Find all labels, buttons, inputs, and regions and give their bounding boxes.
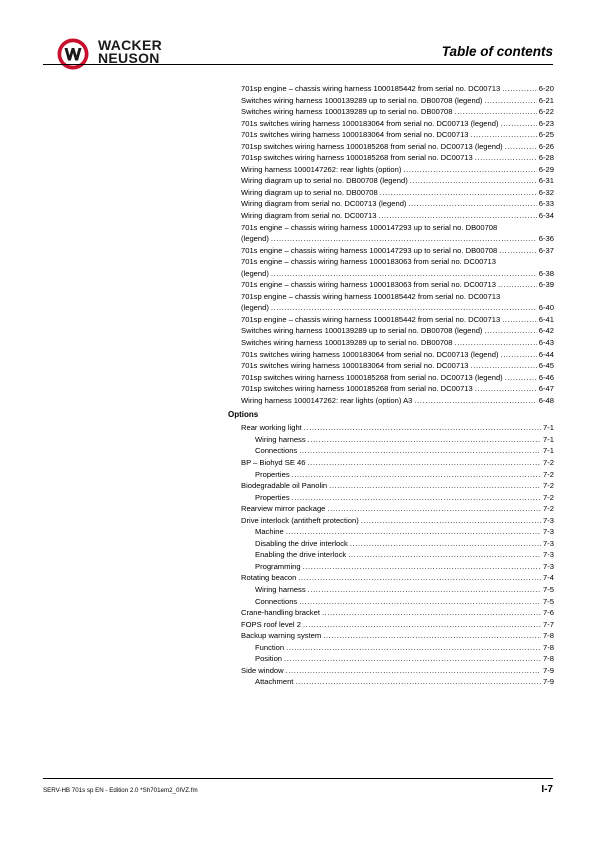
- toc-entry[interactable]: [228, 325, 554, 337]
- toc-entry-page: 7-5: [543, 584, 554, 594]
- toc-entry-title: Drive interlock (antitheft protection): [241, 515, 359, 525]
- toc-entry-page: 6-43: [538, 338, 554, 348]
- toc-entry[interactable]: [228, 337, 554, 349]
- toc-entry-title: Attachment: [255, 677, 294, 687]
- toc-entry-title: 701s switches wiring harness 1000183064 from serial no. DC00713: [241, 130, 469, 140]
- toc-entry[interactable]: [228, 596, 554, 608]
- toc-entry[interactable]: [228, 314, 554, 326]
- toc-entry-page: 7-9: [543, 677, 554, 687]
- toc-entry-page: 7-8: [543, 631, 554, 641]
- toc-dot-leader: [348, 549, 541, 561]
- toc-entry[interactable]: [228, 395, 554, 407]
- toc-entry-page: 6-31: [538, 176, 554, 186]
- toc-dot-leader: [299, 596, 541, 608]
- toc-entry-page: 7-6: [543, 608, 554, 618]
- toc-entry-title: Switches wiring harness 1000139289 up to serial no. DB00708 (legend): [241, 95, 483, 105]
- toc-entry-title: Position: [255, 654, 283, 664]
- footer-divider: [43, 778, 553, 779]
- toc-entry-title: 701s engine – chassis wiring harness 1000183063 from serial no. DC00713: [241, 280, 496, 290]
- toc-entry-page: 7-3: [543, 561, 554, 571]
- toc-entry[interactable]: [228, 141, 554, 153]
- toc-entry-page: 6-22: [538, 107, 554, 117]
- toc-entry-page: 7-5: [543, 596, 554, 606]
- toc-entry-page: 6-23: [538, 118, 554, 128]
- toc-entry-page: 7-1: [543, 434, 554, 444]
- toc-entry-page: 7-1: [543, 446, 554, 456]
- toc-section-heading: Options: [228, 410, 259, 420]
- toc-entry-title: BP – Biohyd SE 46: [241, 457, 306, 467]
- toc-entry-title: Crane-handling bracket: [241, 608, 320, 618]
- toc-entry-title: Disabling the drive interlock: [255, 538, 348, 548]
- toc-entry-title: Switches wiring harness 1000139289 up to serial no. DB00708: [241, 338, 453, 348]
- toc-entry-title: Wiring diagram up to serial no. DB00708: [241, 187, 378, 197]
- toc-entry-title: Switches wiring harness 1000139289 up to serial no. DB00708 (legend): [241, 326, 483, 336]
- toc-entry-title: 701sp switches wiring harness 1000185268 from serial no. DC00713 (legend): [241, 372, 503, 382]
- toc-entry[interactable]: [228, 95, 554, 107]
- toc-dot-leader: [502, 314, 537, 326]
- toc-entry-page: 7-9: [543, 665, 554, 675]
- toc-dot-leader: [286, 526, 541, 538]
- toc-entry-title: 701sp engine – chassis wiring harness 1000185442 from serial no. DC00713: [241, 84, 501, 93]
- toc-entry-page: 6-47: [538, 384, 554, 394]
- toc-entry[interactable]: [228, 302, 554, 314]
- toc-entry-page: 7-3: [543, 538, 554, 548]
- toc-entry-page: 6-38: [538, 268, 554, 278]
- toc-entry-title: 701s engine – chassis wiring harness 1000183063 from serial no. DC00713: [241, 257, 496, 267]
- toc-entry-title: Machine: [255, 527, 284, 537]
- toc-entry-page: 6-42: [538, 326, 554, 336]
- toc-dot-leader: [505, 141, 537, 153]
- toc-entry-page: 6-39: [538, 280, 554, 290]
- toc-entry-page: 7-2: [543, 481, 554, 491]
- toc-entry[interactable]: [228, 118, 554, 130]
- toc-entry[interactable]: [228, 129, 554, 141]
- page-number: I-7: [541, 784, 553, 795]
- toc-entry-title: 701s switches wiring harness 1000183064 from serial no. DC00713 (legend): [241, 118, 499, 128]
- toc-dot-leader: [455, 337, 537, 349]
- toc-entry-title: Wiring harness: [255, 434, 306, 444]
- toc-entry-title: FOPS roof level 2: [241, 619, 301, 629]
- toc-dot-leader: [308, 434, 541, 446]
- toc-entry[interactable]: [228, 584, 554, 596]
- toc-entry-title: (legend): [241, 234, 269, 244]
- brand-line-1: WACKER: [98, 37, 163, 53]
- toc-entry[interactable]: [228, 561, 554, 573]
- toc-dot-leader: [380, 187, 537, 199]
- toc-section-options: [228, 422, 554, 688]
- toc-dot-leader: [286, 642, 541, 654]
- toc-entry-title: 701s switches wiring harness 1000183064 from serial no. DC00713 (legend): [241, 349, 499, 359]
- toc-entry-page: 6-29: [538, 164, 554, 174]
- toc-entry[interactable]: [228, 279, 554, 291]
- toc-dot-leader: [307, 457, 541, 469]
- toc-entry-title: 701sp engine – chassis wiring harness 1000185442 from serial no. DC00713: [241, 314, 501, 324]
- toc-entry-title: 701s switches wiring harness 1000183064 from serial no. DC00713: [241, 361, 469, 371]
- page-title: Table of contents: [441, 44, 553, 59]
- toc-dot-leader: [403, 164, 536, 176]
- toc-entry[interactable]: [228, 457, 554, 469]
- toc-entry-page: 7-2: [543, 492, 554, 502]
- toc-entry[interactable]: [228, 164, 554, 176]
- toc-entry[interactable]: [228, 619, 554, 631]
- toc-dot-leader: [501, 118, 537, 130]
- toc-dot-leader: [408, 198, 536, 210]
- toc-dot-leader: [303, 561, 541, 573]
- toc-entry-title: Rotating beacon: [241, 573, 297, 583]
- toc-entry[interactable]: [228, 187, 554, 199]
- table-of-contents: [228, 83, 554, 688]
- toc-dot-leader: [271, 302, 537, 314]
- toc-dot-leader: [295, 676, 541, 688]
- toc-entry-page: 7-2: [543, 469, 554, 479]
- toc-dot-leader: [271, 268, 537, 280]
- toc-entry-page: 6-33: [538, 199, 554, 209]
- toc-entry-title: Biodegradable oil Panolin: [241, 481, 328, 491]
- toc-entry-page: 6-21: [538, 95, 554, 105]
- toc-entry[interactable]: [228, 503, 554, 515]
- toc-entry-title: Wiring diagram from serial no. DC00713 (legend): [241, 199, 407, 209]
- toc-dot-leader: [304, 422, 541, 434]
- toc-entry[interactable]: [228, 372, 554, 384]
- toc-entry-title: 701sp switches wiring harness 1000185268 from serial no. DC00713: [241, 153, 473, 163]
- toc-entry-title: (legend): [241, 303, 269, 313]
- toc-entry[interactable]: [228, 480, 554, 492]
- toc-dot-leader: [499, 245, 537, 257]
- toc-entry-page: 7-8: [543, 654, 554, 664]
- toc-entry-page: 6-36: [538, 234, 554, 244]
- toc-dot-leader: [292, 492, 541, 504]
- toc-dot-leader: [484, 325, 536, 337]
- toc-entry[interactable]: [228, 445, 554, 457]
- brand-logo: [56, 37, 176, 71]
- toc-entry[interactable]: [228, 360, 554, 372]
- toc-entry[interactable]: [228, 106, 554, 118]
- toc-entry[interactable]: [228, 291, 554, 303]
- toc-dot-leader: [292, 469, 541, 481]
- toc-entry[interactable]: [228, 175, 554, 187]
- toc-entry-title: Wiring harness 1000147262: rear lights (option): [241, 164, 402, 174]
- toc-dot-leader: [484, 95, 536, 107]
- toc-entry-page: 7-2: [543, 457, 554, 467]
- toc-entry[interactable]: [228, 549, 554, 561]
- toc-entry[interactable]: [228, 268, 554, 280]
- toc-entry-title: Backup warning system: [241, 631, 322, 641]
- toc-section-electrical: [228, 83, 554, 406]
- toc-dot-leader: [505, 372, 537, 384]
- toc-entry-title: Wiring diagram up to serial no. DB00708 (legend): [241, 176, 408, 186]
- toc-entry[interactable]: [228, 538, 554, 550]
- toc-entry-page: 7-4: [543, 573, 554, 583]
- toc-entry-page: 6-41: [538, 314, 554, 324]
- toc-entry-title: Wiring diagram from serial no. DC00713: [241, 211, 377, 221]
- toc-entry[interactable]: [228, 572, 554, 584]
- toc-entry[interactable]: [228, 256, 554, 268]
- toc-dot-leader: [498, 279, 537, 291]
- toc-entry[interactable]: [228, 642, 554, 654]
- toc-entry-title: Connections: [255, 446, 298, 456]
- toc-entry-page: 6-32: [538, 187, 554, 197]
- toc-entry[interactable]: [228, 665, 554, 677]
- toc-entry-page: 7-3: [543, 527, 554, 537]
- toc-dot-leader: [502, 83, 537, 95]
- toc-dot-leader: [329, 480, 541, 492]
- toc-dot-leader: [501, 349, 537, 361]
- toc-entry-page: 6-48: [538, 395, 554, 405]
- toc-dot-leader: [361, 515, 541, 527]
- toc-entry-page: 6-26: [538, 141, 554, 151]
- toc-dot-leader: [303, 619, 541, 631]
- toc-entry-page: 7-8: [543, 642, 554, 652]
- toc-entry-title: Wiring harness 1000147262: rear lights (option) A3: [241, 395, 413, 405]
- toc-entry[interactable]: [228, 653, 554, 665]
- toc-entry-page: 7-7: [543, 619, 554, 629]
- toc-dot-leader: [299, 445, 541, 457]
- toc-entry-title: Enabling the drive interlock: [255, 550, 347, 560]
- toc-entry[interactable]: [228, 383, 554, 395]
- toc-dot-leader: [455, 106, 537, 118]
- toc-entry-page: 6-28: [538, 153, 554, 163]
- toc-dot-leader: [298, 572, 541, 584]
- toc-entry[interactable]: [228, 198, 554, 210]
- toc-entry-page: 7-3: [543, 550, 554, 560]
- toc-entry[interactable]: [228, 526, 554, 538]
- toc-entry-title: (legend): [241, 268, 269, 278]
- toc-entry-page: 7-1: [543, 423, 554, 433]
- toc-dot-leader: [322, 607, 541, 619]
- toc-entry-page: 6-44: [538, 349, 554, 359]
- header-divider: [43, 64, 553, 65]
- toc-dot-leader: [471, 129, 537, 141]
- toc-entry-page: 7-3: [543, 515, 554, 525]
- toc-entry-title: Connections: [255, 596, 298, 606]
- toc-entry[interactable]: [228, 434, 554, 446]
- toc-entry-title: 701s engine – chassis wiring harness 1000147293 up to serial no. DB00708: [241, 222, 498, 232]
- toc-entry-title: 701sp switches wiring harness 1000185268 from serial no. DC00713: [241, 384, 473, 394]
- toc-entry[interactable]: [228, 245, 554, 257]
- toc-dot-leader: [475, 152, 537, 164]
- toc-dot-leader: [308, 584, 541, 596]
- toc-entry-title: Rearview mirror package: [241, 504, 326, 514]
- brand-name: [98, 39, 162, 65]
- toc-dot-leader: [350, 538, 541, 550]
- toc-entry[interactable]: [228, 210, 554, 222]
- toc-entry-page: 6-45: [538, 361, 554, 371]
- toc-entry-page: 6-25: [538, 130, 554, 140]
- toc-entry[interactable]: [228, 607, 554, 619]
- toc-entry-title: Programming: [255, 561, 301, 571]
- toc-entry[interactable]: [228, 349, 554, 361]
- toc-entry[interactable]: [228, 676, 554, 688]
- toc-entry-title: Function: [255, 642, 285, 652]
- toc-dot-leader: [323, 630, 541, 642]
- toc-entry[interactable]: [228, 422, 554, 434]
- toc-entry[interactable]: [228, 152, 554, 164]
- toc-entry-title: Side window: [241, 665, 284, 675]
- toc-entry[interactable]: [228, 222, 554, 234]
- toc-entry-title: Switches wiring harness 1000139289 up to serial no. DB00708: [241, 107, 453, 117]
- toc-dot-leader: [286, 665, 541, 677]
- brand-line-2: NEUSON: [98, 50, 160, 66]
- toc-entry[interactable]: [228, 515, 554, 527]
- toc-entry[interactable]: [228, 630, 554, 642]
- toc-dot-leader: [471, 360, 537, 372]
- toc-entry-page: 6-37: [538, 245, 554, 255]
- toc-dot-leader: [378, 210, 536, 222]
- toc-entry[interactable]: [228, 83, 554, 95]
- toc-entry-title: Rear working light: [241, 423, 302, 433]
- toc-entry-title: Properties: [255, 492, 290, 502]
- toc-entry[interactable]: [228, 492, 554, 504]
- toc-dot-leader: [271, 233, 537, 245]
- toc-entry-page: 7-2: [543, 504, 554, 514]
- toc-dot-leader: [475, 383, 537, 395]
- toc-entry-page: 6-40: [538, 303, 554, 313]
- toc-entry-page: 6-34: [538, 211, 554, 221]
- toc-entry-title: 701sp engine – chassis wiring harness 1000185442 from serial no. DC00713: [241, 291, 501, 301]
- toc-entry-page: 6-46: [538, 372, 554, 382]
- footer-document-id: SERV-HB 701s sp EN - Edition 2.0 *Sh701em2_0IVZ.fm: [43, 787, 198, 794]
- toc-entry-page: 6-20: [538, 84, 554, 93]
- toc-entry-title: 701s engine – chassis wiring harness 1000147293 up to serial no. DB00708: [241, 245, 498, 255]
- toc-entry[interactable]: [228, 469, 554, 481]
- toc-dot-leader: [414, 395, 536, 407]
- toc-dot-leader: [327, 503, 541, 515]
- wacker-neuson-logo-icon: [56, 37, 92, 71]
- toc-dot-leader: [410, 175, 537, 187]
- toc-entry-title: Wiring harness: [255, 584, 306, 594]
- toc-entry[interactable]: [228, 233, 554, 245]
- toc-dot-leader: [284, 653, 541, 665]
- toc-entry-title: 701sp switches wiring harness 1000185268 from serial no. DC00713 (legend): [241, 141, 503, 151]
- toc-entry-title: Properties: [255, 469, 290, 479]
